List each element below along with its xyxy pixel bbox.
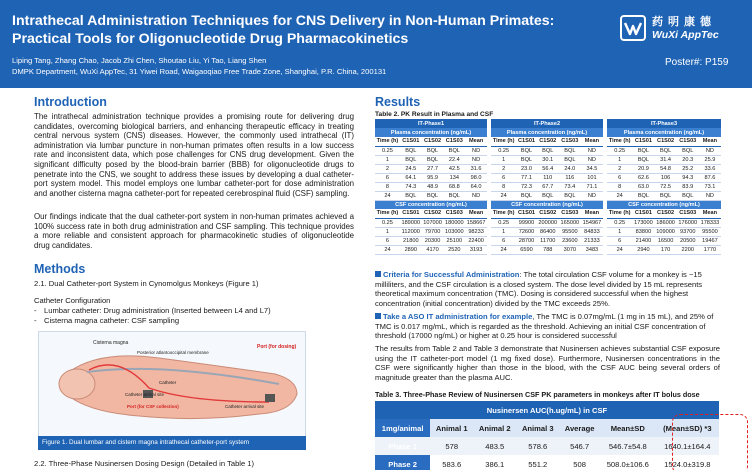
table-cell: 24 — [491, 245, 516, 254]
table-cell: 551.2 — [528, 459, 548, 469]
table-cell: 79700 — [422, 227, 444, 236]
table-cell: 64.0 — [465, 182, 487, 191]
table-cell: BQL — [537, 191, 559, 200]
column-header: Mean — [465, 137, 487, 146]
table-cell: 154967 — [582, 219, 602, 226]
table-cell: 24.5 — [400, 164, 422, 173]
poster-number: Poster#: P159 — [665, 57, 729, 68]
table-cell: 23.0 — [516, 164, 536, 173]
table-cell: 3193 — [465, 245, 487, 254]
table-cell: 24 — [607, 191, 632, 200]
table-row — [491, 164, 603, 173]
column-header: Mean — [465, 209, 487, 218]
table-cell: 22.4 — [443, 155, 465, 164]
table-cell: 110 — [537, 173, 559, 182]
table-cell: 31.4 — [655, 155, 677, 164]
table-cell: Phase 2 — [375, 455, 430, 470]
table-cell: 546.7±54.8 — [600, 437, 656, 455]
table-cell: BQL — [516, 191, 536, 200]
column-header: C1S02 — [537, 137, 559, 146]
example-text: , The TMC is 0.07mg/mL (1 mg in 15 mL), and 25% of TMC is 0.017 mg/mL, which is regarded as the threshold. Achieving an initial CSF concentration of threshold (17000 ng/mL) or higher at 0.25 hour is considered successful — [375, 312, 714, 341]
table-row — [491, 236, 603, 245]
intro-paragraph-2: Our findings indicate that the dual catheter-port system in non-human primates achieved a 100% success rate in both drug administration and CSF sampling. This technique provides a more reliable and consistent approach for pharmacokinetic studies of oligonucleotide drug candidates. — [34, 212, 354, 250]
table-cell: 11700 — [537, 236, 559, 245]
table-cell: 0.25 — [375, 146, 400, 155]
table-cell: 1640.1±164.4 — [656, 437, 719, 455]
table-cell: 173000 — [634, 219, 653, 226]
table-cell: 6 — [375, 173, 400, 182]
table-cell: 107000 — [423, 219, 442, 226]
column-header: Time (h) — [492, 210, 515, 217]
table-cell: 67.7 — [537, 182, 559, 191]
table-cell: 95500 — [559, 227, 581, 236]
table-row — [607, 236, 721, 245]
table-row — [607, 146, 721, 155]
table-cell: 1 — [375, 155, 400, 164]
table-cell: ND — [581, 155, 603, 164]
table-cell: 2520 — [443, 245, 465, 254]
table-row — [375, 245, 487, 254]
table-cell: 34.5 — [581, 164, 603, 173]
table-row — [607, 173, 721, 182]
criteria-lead: Criteria for Successful Administration — [383, 270, 520, 279]
table-row — [491, 191, 603, 200]
table-cell: 83800 — [632, 227, 654, 236]
table-cell: BQL — [632, 146, 654, 155]
table-cell: 72.3 — [516, 182, 536, 191]
table-3 — [375, 401, 719, 470]
table-cell: 2940 — [632, 245, 654, 254]
table-cell: BQL — [677, 191, 699, 200]
table-3-col-header: (Mean±SD) *3 — [656, 419, 719, 437]
table-2-phase-1 — [375, 119, 487, 255]
intro-paragraph-1: The intrathecal administration technique provides a promising route for delivering drug candidates, overcoming biological barriers, and enhancing therapeutic efficacy in treating central nervous system (CNS) diseases. However, the commonly used intrathecal (IT) administration via lumbar puncture in non-human primates often results in a low success rate and inconsistent data, which pose challenges for CNS drug development. Given the significant difficulty posed by the blood-brain barrier (BBB) for oligonucleotide drugs to penetrate into the CNS, we sought to address these issues by developing a dual catheter-port system model. This model employs one lumbar catheter-port for dose administration and another cisterna magna catheter-port for repeated cerebrospinal fluid (CSF) sampling. — [34, 112, 354, 198]
table-cell: 54.8 — [655, 164, 677, 173]
table-cell: 6 — [375, 236, 400, 245]
table-cell: BQL — [677, 146, 699, 155]
table-row — [491, 218, 603, 227]
table-row — [375, 236, 487, 245]
table-cell: 2 — [375, 164, 400, 173]
table-cell: 74.3 — [400, 182, 422, 191]
table-cell: Phase 1 — [375, 437, 430, 455]
criteria-text: : The total circulation CSF volume for a monkey is ~15 milliliters, and the CSF circulation is a closed system. The dose level divided by 15 mL represents theoretical maximum concentration (TMC). Dosing is considered successful when the highest concentration (initial concentration) divided by the TMC exceeds 25%. — [375, 270, 703, 309]
catheter-config-list — [34, 306, 271, 326]
table-cell: 176000 — [678, 219, 698, 226]
table-cell: 23600 — [559, 236, 581, 245]
table-cell: 24 — [607, 245, 632, 254]
table-cell: BQL — [559, 146, 581, 155]
table-cell: 72600 — [516, 227, 536, 236]
table-cell: 1 — [491, 227, 516, 236]
table-cell: 106 — [655, 173, 677, 182]
column-header: C1S03 — [443, 209, 465, 218]
table-cell: 1524.0±319.8 — [664, 459, 711, 469]
table-cell: 6 — [491, 236, 516, 245]
table-cell: 84833 — [581, 227, 603, 236]
table-cell: 180000 — [444, 219, 464, 226]
table-cell: 8 — [375, 182, 400, 191]
table-cell: 578 — [430, 437, 473, 455]
table-cell: 546.7 — [559, 437, 600, 455]
criteria-success-paragraph — [375, 270, 720, 309]
column-header: C1S03 — [559, 137, 581, 146]
table-cell: BQL — [443, 191, 465, 200]
table-cell: 1770 — [699, 245, 721, 254]
column-header: Time (h) — [608, 138, 631, 145]
column-header: C1S02 — [537, 209, 559, 218]
title-line-2: Practical Tools for Oligonucleotide Drug Pharmacokinetics — [12, 31, 409, 47]
table-cell: ND — [465, 146, 487, 155]
table-cell: 20500 — [677, 236, 699, 245]
table-cell: 4170 — [422, 245, 444, 254]
table-cell: 103000 — [444, 228, 464, 235]
table-cell: 25.9 — [699, 155, 721, 164]
table-3-col-header: Mean±SD — [600, 419, 656, 437]
aso-example-paragraph — [375, 312, 720, 341]
table-cell: BQL — [632, 155, 654, 164]
table-row — [375, 155, 487, 164]
table-cell: BQL — [559, 155, 581, 164]
table-row — [375, 437, 719, 455]
table-cell: 186000 — [656, 219, 675, 226]
table-row — [607, 218, 721, 227]
table-cell: 21400 — [632, 236, 654, 245]
column-header: C1S02 — [655, 137, 677, 146]
table-cell: 508 — [573, 459, 586, 469]
header-banner — [0, 0, 752, 88]
table-cell: 0.25 — [607, 146, 632, 155]
wuxi-logo — [620, 12, 745, 46]
column-header: Time (h) — [376, 138, 399, 145]
table-cell: 71.1 — [581, 182, 603, 191]
catheter-config-label: Catheter Configuration — [34, 296, 111, 305]
table-cell: 27.7 — [422, 164, 444, 173]
table-cell: 116 — [559, 173, 581, 182]
table-cell: 0.25 — [491, 146, 516, 155]
table-3-col-header: Average — [559, 419, 600, 437]
table-cell: 158667 — [466, 219, 486, 226]
table-cell: 2 — [491, 164, 516, 173]
table-cell: 73.4 — [559, 182, 581, 191]
table-cell: 2890 — [400, 245, 422, 254]
table-cell: 20300 — [422, 236, 444, 245]
table-row — [607, 245, 721, 254]
figure-1 — [38, 331, 306, 449]
table-row — [375, 164, 487, 173]
bullet-square-icon — [375, 313, 381, 319]
table-cell: 56.4 — [537, 164, 559, 173]
plasma-header: Plasma concentration (ng/mL) — [375, 128, 487, 137]
table-cell: 2 — [607, 164, 632, 173]
label-arrival-site-2: Catheter arrival site — [225, 404, 265, 409]
column-header: C1S02 — [655, 209, 677, 218]
table-cell: 31.6 — [465, 164, 487, 173]
table-cell: 1 — [491, 155, 516, 164]
table-3-col-header: Animal 2 — [473, 419, 516, 437]
table-cell: 21800 — [400, 236, 422, 245]
table-row — [375, 227, 487, 236]
table-cell: 16500 — [655, 236, 677, 245]
table-3-col-header: Animal 1 — [430, 419, 473, 437]
table-cell: 2200 — [677, 245, 699, 254]
wuxi-logo-mark-icon — [620, 15, 646, 41]
authors: Liping Tang, Zhang Chao, Jacob Zhi Chen, Shoutao Liu, Yi Tao, Liang Shen — [12, 56, 267, 65]
table-cell: BQL — [655, 191, 677, 200]
table-cell: 95500 — [699, 227, 721, 236]
table-cell: BQL — [422, 155, 444, 164]
table-cell: ND — [699, 146, 721, 155]
table-cell: 200000 — [538, 219, 558, 226]
table-row — [375, 218, 487, 227]
column-header: C1S02 — [422, 137, 444, 146]
table-cell: 189000 — [401, 219, 421, 226]
csf-header: CSF concentration (ng/mL) — [607, 200, 721, 209]
column-header: C1S01 — [632, 137, 654, 146]
column-header: C1S01 — [517, 138, 536, 145]
table-cell: ND — [465, 191, 487, 200]
column-header: C1S01 — [400, 137, 422, 146]
table-cell: 1 — [607, 227, 632, 236]
table-cell: 101 — [581, 173, 603, 182]
table-cell: 42.5 — [443, 164, 465, 173]
table-cell: 48.9 — [422, 182, 444, 191]
column-header: Mean — [581, 209, 603, 218]
table-cell: BQL — [422, 191, 444, 200]
column-header: Time (h) — [492, 138, 515, 145]
table-cell: 21333 — [581, 236, 603, 245]
table-2-phase-2 — [491, 119, 603, 255]
table-cell: BQL — [400, 155, 422, 164]
table-cell: BQL — [400, 146, 422, 155]
column-header: Mean — [699, 209, 721, 218]
table-cell: 8 — [491, 182, 516, 191]
table-cell: 30.1 — [537, 155, 559, 164]
table-cell: 83.9 — [677, 182, 699, 191]
table-cell: BQL — [400, 191, 422, 200]
column-header: C1S01 — [400, 209, 422, 218]
column-header: Mean — [699, 137, 721, 146]
table-cell: 99900 — [516, 218, 536, 227]
table-cell: 77.1 — [516, 173, 536, 182]
monkey-catheter-illustration — [39, 332, 307, 436]
phase-header: IT-Phase1 — [375, 119, 487, 128]
table-cell: 6 — [607, 236, 632, 245]
label-arrival-site: Catheter arrival site — [125, 392, 165, 397]
table-row — [491, 245, 603, 254]
table-cell: 28700 — [516, 236, 536, 245]
table-row — [375, 182, 487, 191]
title-line-1: Intrathecal Administration Techniques for CNS Delivery in Non-Human Primates: — [12, 13, 555, 29]
table-cell: 19467 — [699, 236, 721, 245]
table-cell: 109000 — [656, 228, 675, 235]
table-cell: 8 — [607, 182, 632, 191]
table-cell: 386.1 — [485, 459, 505, 469]
table-row — [491, 182, 603, 191]
plasma-header: Plasma concentration (ng/mL) — [607, 128, 721, 137]
table-cell: 86400 — [537, 227, 559, 236]
table-row — [375, 173, 487, 182]
intro-heading: Introduction — [34, 95, 107, 109]
table-cell: 24 — [375, 245, 400, 254]
table-2-phase-3 — [607, 119, 721, 255]
table-cell: 24.0 — [559, 164, 581, 173]
table-cell: 68.8 — [443, 182, 465, 191]
table-cell: 72.5 — [655, 182, 677, 191]
list-item: - Cisterna magna catheter: CSF sampling — [34, 316, 271, 326]
table-cell: 63.0 — [632, 182, 654, 191]
label-catheter: Catheter — [159, 380, 177, 385]
bullet-square-icon — [375, 271, 381, 277]
table-cell: 178333 — [700, 219, 720, 226]
label-cisterna-magna: Cisterna magna — [93, 340, 129, 346]
table-3-caption: Table 3. Three-Phase Review of Nusinersen CSF PK parameters in monkeys after IT bolus dose — [375, 390, 700, 399]
table-cell: 73.1 — [699, 182, 721, 191]
table-row — [607, 164, 721, 173]
poster-title — [12, 12, 572, 48]
label-port-csf: Port (for CSF collection) — [127, 404, 179, 409]
label-port-dosing: Port (for dosing) — [257, 344, 297, 350]
column-header: Time (h) — [608, 210, 631, 217]
table-cell: 134 — [443, 173, 465, 182]
table-cell: 3483 — [581, 245, 603, 254]
table-row — [607, 227, 721, 236]
column-header: C1S01 — [632, 209, 654, 218]
table-cell: 578.6 — [516, 437, 559, 455]
table-cell: 24 — [375, 191, 400, 200]
table-cell: 95.9 — [422, 173, 444, 182]
table-cell: 87.6 — [699, 173, 721, 182]
table-cell: ND — [699, 191, 721, 200]
methods-sub-1: 2.1. Dual Catheter-port System in Cynomolgus Monkeys (Figure 1) — [34, 279, 259, 288]
column-header: Mean — [581, 137, 603, 146]
table-cell: 25100 — [443, 236, 465, 245]
example-lead: Take a ASO IT administration for example — [383, 312, 533, 321]
table-cell: 24 — [491, 191, 516, 200]
table-cell: 6 — [491, 173, 516, 182]
column-header: C1S03 — [677, 137, 699, 146]
table-cell: 64.1 — [400, 173, 422, 182]
table-cell: BQL — [632, 191, 654, 200]
table-cell: 20.3 — [677, 155, 699, 164]
methods-sub-2: 2.2. Three-Phase Nusinersen Dosing Design (Detailed in Table 1) — [34, 459, 255, 468]
table-2-caption: Table 2. PK Result in Plasma and CSF — [375, 111, 494, 118]
phase-header: IT-Phase2 — [491, 119, 603, 128]
results-paragraph: The results from Table 2 and Table 3 demonstrate that Nusinersen achieves substantial CSF exposure using the IT catheter-port model (1 mg fixed dose). Furthermore, Nusinersen concentrations in the CSF were significantly higher than those in the blood, with the CSF AUC being several orders of magnitude greater than the plasma AUC. — [375, 344, 720, 382]
table-cell: 508.0±106.6 — [606, 459, 649, 469]
table-cell: 0.25 — [375, 218, 400, 227]
table-cell: BQL — [443, 146, 465, 155]
methods-heading: Methods — [34, 262, 86, 276]
csf-header: CSF concentration (ng/mL) — [375, 200, 487, 209]
table-cell: ND — [465, 155, 487, 164]
csf-header: CSF concentration (ng/mL) — [491, 200, 603, 209]
table-cell: 98.0 — [465, 173, 487, 182]
table-3-top-header: Nusinersen AUC(h.ug/mL) in CSF — [375, 401, 719, 419]
table-3-col-header: Animal 3 — [516, 419, 559, 437]
table-cell: 98233 — [465, 227, 487, 236]
table-cell: 170 — [655, 245, 677, 254]
column-header: Time (h) — [376, 210, 399, 217]
table-3-col-header: 1mg/animal — [375, 419, 430, 437]
table-cell: 0.25 — [607, 218, 632, 227]
table-cell: BQL — [655, 146, 677, 155]
table-cell: 33.6 — [699, 164, 721, 173]
table-cell: 583.6 — [442, 459, 462, 469]
table-cell: 62.6 — [632, 173, 654, 182]
table-cell: 483.5 — [473, 437, 516, 455]
table-cell: BQL — [559, 191, 581, 200]
table-cell: 1 — [607, 155, 632, 164]
table-cell: 1 — [375, 227, 400, 236]
table-cell: ND — [581, 191, 603, 200]
table-cell: 0.25 — [491, 218, 516, 227]
affiliation: DMPK Department, WuXi AppTec, 31 Yiwei Road, Waigaoqiao Free Trade Zone, Shanghai, P.R. China, 200131 — [12, 67, 387, 76]
table-cell: ND — [581, 146, 603, 155]
table-cell: 22400 — [465, 236, 487, 245]
table-row — [375, 146, 487, 155]
table-cell: BQL — [422, 146, 444, 155]
table-row — [491, 173, 603, 182]
column-header: C1S03 — [559, 209, 581, 218]
table-row — [375, 191, 487, 200]
results-heading: Results — [375, 95, 421, 109]
table-cell: 112000 — [401, 228, 420, 235]
table-row — [491, 155, 603, 164]
column-header: C1S02 — [422, 209, 444, 218]
list-item: - Lumbar catheter: Drug administration (Inserted between L4 and L7) — [34, 306, 271, 316]
table-cell: 94.3 — [677, 173, 699, 182]
table-cell: 6 — [607, 173, 632, 182]
column-header: C1S03 — [443, 137, 465, 146]
figure-1-caption: Figure 1. Dual lumbar and cistern magna intrathecal catheter-port system — [38, 436, 306, 450]
table-cell: 3070 — [559, 245, 581, 254]
highlight-dashed-box — [672, 414, 748, 470]
label-membrane: Posterior atlantooccipital membrane — [137, 350, 209, 355]
logo-chinese-text: 药明康德 — [652, 16, 716, 28]
column-header: C1S01 — [517, 210, 536, 217]
table-cell: 93700 — [677, 227, 699, 236]
table-row — [607, 191, 721, 200]
table-cell: BQL — [537, 146, 559, 155]
table-cell: 788 — [537, 245, 559, 254]
table-row — [491, 146, 603, 155]
table-cell: 6590 — [516, 245, 536, 254]
table-cell: 20.9 — [632, 164, 654, 173]
table-row — [607, 155, 721, 164]
plasma-header: Plasma concentration (ng/mL) — [491, 128, 603, 137]
table-cell: BQL — [516, 155, 536, 164]
table-cell: 165000 — [560, 219, 580, 226]
table-row — [375, 455, 719, 470]
table-cell: BQL — [516, 146, 536, 155]
column-header: C1S03 — [677, 209, 699, 218]
table-cell: 25.2 — [677, 164, 699, 173]
table-row — [607, 182, 721, 191]
table-row — [491, 227, 603, 236]
logo-english-text: WuXi AppTec — [652, 29, 719, 41]
phase-header: IT-Phase3 — [607, 119, 721, 128]
